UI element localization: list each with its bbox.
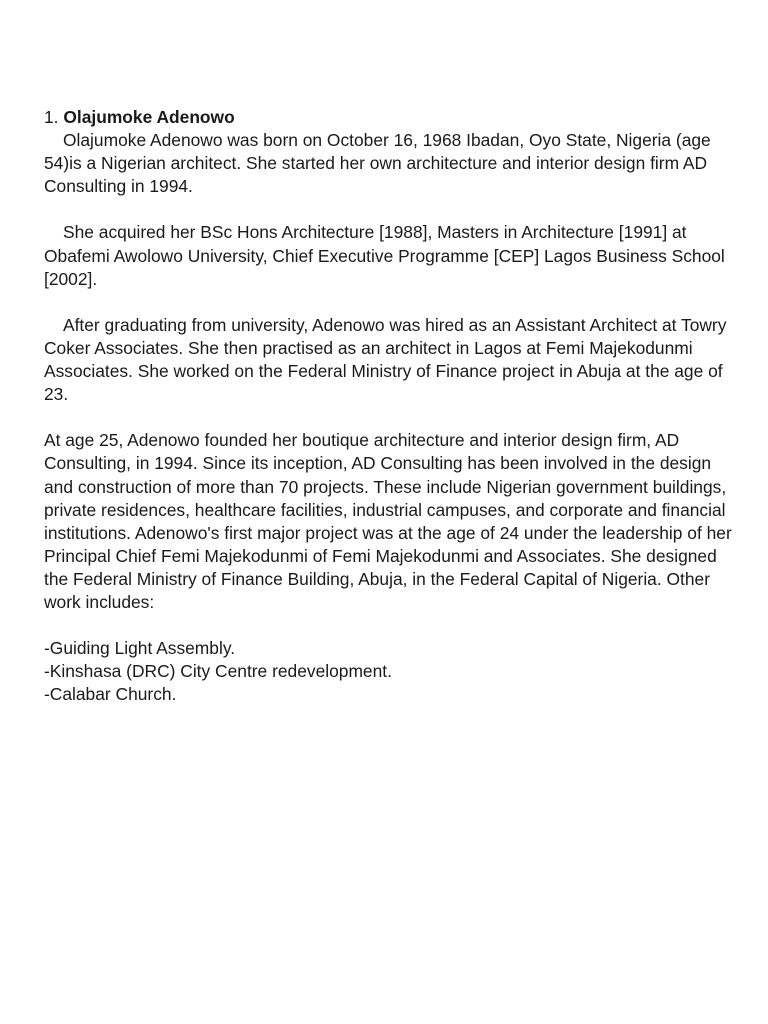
paragraph-career-text: After graduating from university, Adenowo was hired as an Assistant Architect at Towry Coker Associates. She then practised as an architect in Lagos at Femi Majekodunmi Associates. She worked on the Federal Ministry of Finance project in Abuja at the age of 23.	[44, 314, 727, 405]
paragraph-education	[44, 221, 734, 290]
paragraph-firm-text: At age 25, Adenowo founded her boutique architecture and interior design firm, AD Consulting, in 1994. Since its inception, AD Consulting has been involved in the design and construction of more than 70 projects. These include Nigerian government buildings, private residences, healthcare facilities, industrial campuses, and corporate and financial institutions. Adenowo's first major project was at the age of 24 under the leadership of her Principal Chief Femi Majekodunmi of Femi Majekodunmi and Associates. She designed the Federal Ministry of Finance Building, Abuja, in the Federal Capital of Nigeria. Other work includes:	[44, 430, 732, 612]
paragraph-career	[44, 314, 734, 406]
list-item: -Calabar Church.	[44, 684, 177, 705]
works-list	[44, 637, 734, 706]
paragraph-firm	[44, 429, 734, 614]
heading-number: 1.	[44, 107, 59, 127]
document-page	[44, 106, 734, 706]
list-item: -Guiding Light Assembly.	[44, 638, 236, 659]
paragraph-birth-text: Olajumoke Adenowo was born on October 16, 1968 Ibadan, Oyo State, Nigeria (age 54)is a Nigerian architect. She started her own architecture and interior design firm AD Consulting in 1994.	[44, 130, 711, 197]
list-item: -Kinshasa (DRC) City Centre redevelopment.	[44, 661, 392, 682]
section-heading	[44, 106, 734, 129]
heading-name: Olajumoke Adenowo	[63, 107, 235, 127]
paragraph-education-text: She acquired her BSc Hons Architecture [1988], Masters in Architecture [1991] at Obafemi Awolowo University, Chief Executive Programme [CEP] Lagos Business School [2002].	[44, 222, 725, 289]
paragraph-birth	[44, 129, 734, 198]
